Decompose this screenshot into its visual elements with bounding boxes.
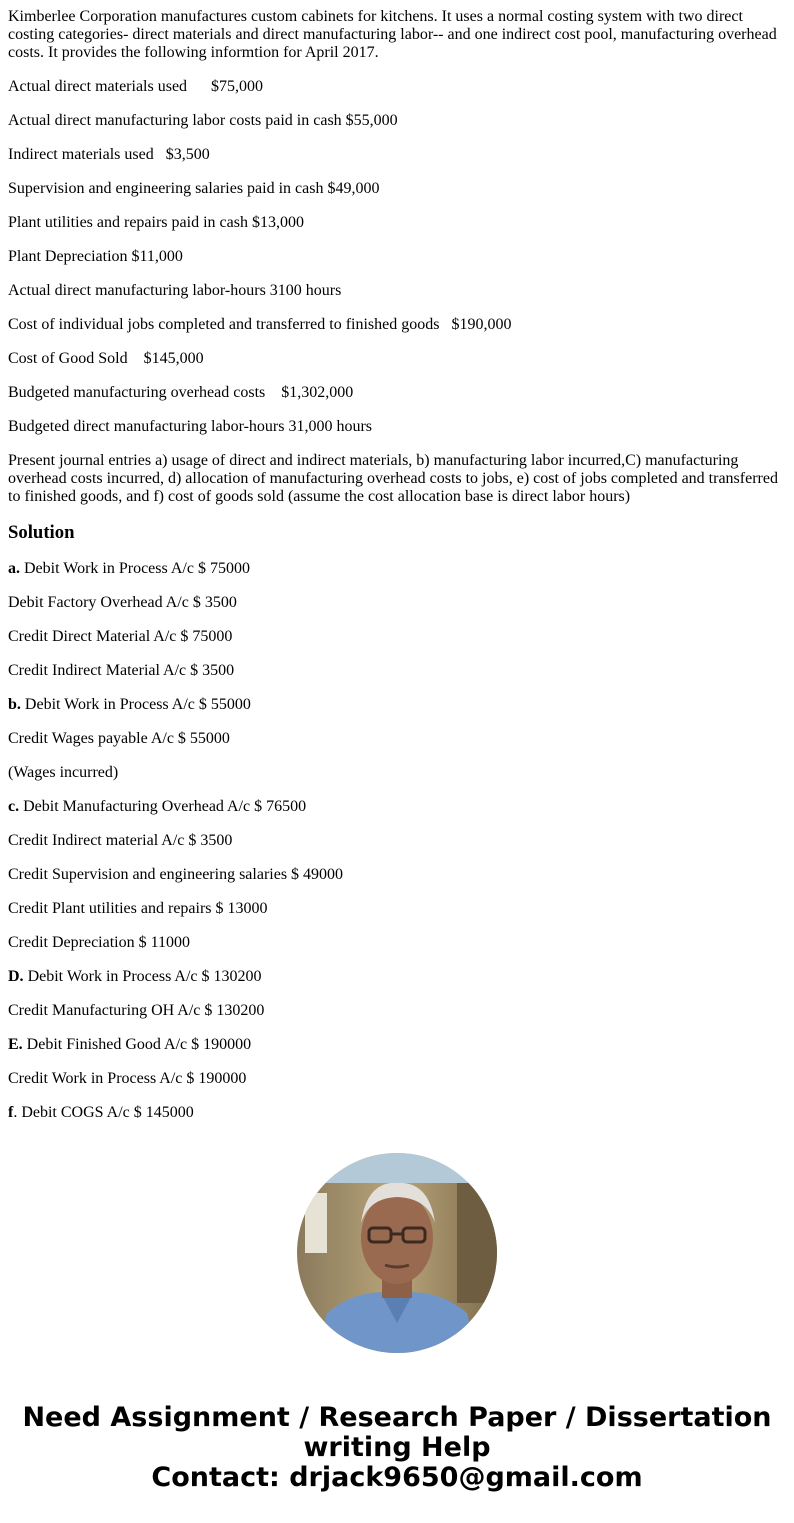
journal-entry-line [8,628,786,646]
entry-text: Debit Work in Process A/c $ 130200 [23,968,262,985]
footer-line-2: writing Help [303,1432,491,1463]
journal-entry-line [8,1002,786,1020]
author-avatar [297,1153,497,1353]
entry-text: Credit Depreciation $ 11000 [8,934,191,951]
fact-line: Actual direct manufacturing labor-hours 3100 hours [8,282,342,299]
entry-text: Credit Work in Process A/c $ 190000 [8,1070,247,1087]
footer-line-1: Need Assignment / Research Paper / Dissertation [22,1402,772,1433]
entry-label: a. [8,560,20,577]
contact-footer [0,1403,794,1493]
fact-line: Budgeted direct manufacturing labor-hours 31,000 hours [8,418,373,435]
entry-text: . Debit COGS A/c $ 145000 [13,1104,194,1121]
fact-line: Plant utilities and repairs paid in cash $13,000 [8,214,304,231]
footer-contact-line: Contact: drjack9650@gmail.com [151,1462,643,1493]
fact-line: Actual direct manufacturing labor costs paid in cash $55,000 [8,112,398,129]
entry-label: E. [8,1036,23,1053]
fact-line: Actual direct materials used $75,000 [8,78,264,95]
entry-label: b. [8,696,21,713]
fact-line: Budgeted manufacturing overhead costs $1,302,000 [8,384,354,401]
entry-text: Credit Manufacturing OH A/c $ 130200 [8,1002,265,1019]
entry-text: Credit Indirect material A/c $ 3500 [8,832,233,849]
journal-entry-line [8,1104,786,1122]
entry-text: Credit Indirect Material A/c $ 3500 [8,662,235,679]
entry-label: c. [8,798,20,815]
entry-text: (Wages incurred) [8,764,119,781]
question-prompt: Present journal entries a) usage of direct and indirect materials, b) manufacturing labor incurred,C) manufacturing overhead costs incurred, d) allocation of manufacturing overhead costs to jobs, e) cost of jobs completed and transferred to finished goods, and f) cost of goods sold (assume the cost allocation base is direct labor hours) [8,452,782,505]
entry-text: Debit Work in Process A/c $ 75000 [20,560,250,577]
entry-text: Debit Finished Good A/c $ 190000 [22,1036,252,1053]
entry-text: Debit Factory Overhead A/c $ 3500 [8,594,237,611]
solution-heading: Solution [8,522,75,543]
fact-line: Cost of individual jobs completed and transferred to finished goods $190,000 [8,316,512,333]
entry-text: Credit Direct Material A/c $ 75000 [8,628,233,645]
fact-line: Plant Depreciation $11,000 [8,248,183,265]
entry-text: Credit Wages payable A/c $ 55000 [8,730,230,747]
journal-entry-line [8,560,786,578]
journal-entry-line [8,730,786,748]
entry-label: D. [8,968,24,985]
question-intro: Kimberlee Corporation manufactures custom cabinets for kitchens. It uses a normal costing system with two direct costing categories- direct materials and direct manufacturing labor-- and one indirect cost pool, manufacturing overhead costs. It provides the following informtion for April 2017. [8,8,781,61]
journal-entry-line [8,900,786,918]
journal-entry-line [8,1070,786,1088]
entry-text: Debit Manufacturing Overhead A/c $ 76500 [19,798,307,815]
journal-entry-line [8,798,786,816]
journal-entry-line [8,764,786,782]
entry-label: f [8,1104,14,1121]
journal-entry-line [8,1036,786,1054]
fact-line: Supervision and engineering salaries paid in cash $49,000 [8,180,380,197]
journal-entry-line [8,832,786,850]
journal-entry-line [8,662,786,680]
author-portrait [297,1153,497,1353]
journal-entry-line [8,968,786,986]
fact-line: Cost of Good Sold $145,000 [8,350,204,367]
entry-text: Credit Plant utilities and repairs $ 13000 [8,900,268,917]
entry-text: Credit Supervision and engineering salaries $ 49000 [8,866,344,883]
entry-text: Debit Work in Process A/c $ 55000 [20,696,251,713]
journal-entry-line [8,594,786,612]
fact-line: Indirect materials used $3,500 [8,146,210,163]
journal-entry-line [8,866,786,884]
journal-entry-line [8,934,786,952]
journal-entry-line [8,696,786,714]
